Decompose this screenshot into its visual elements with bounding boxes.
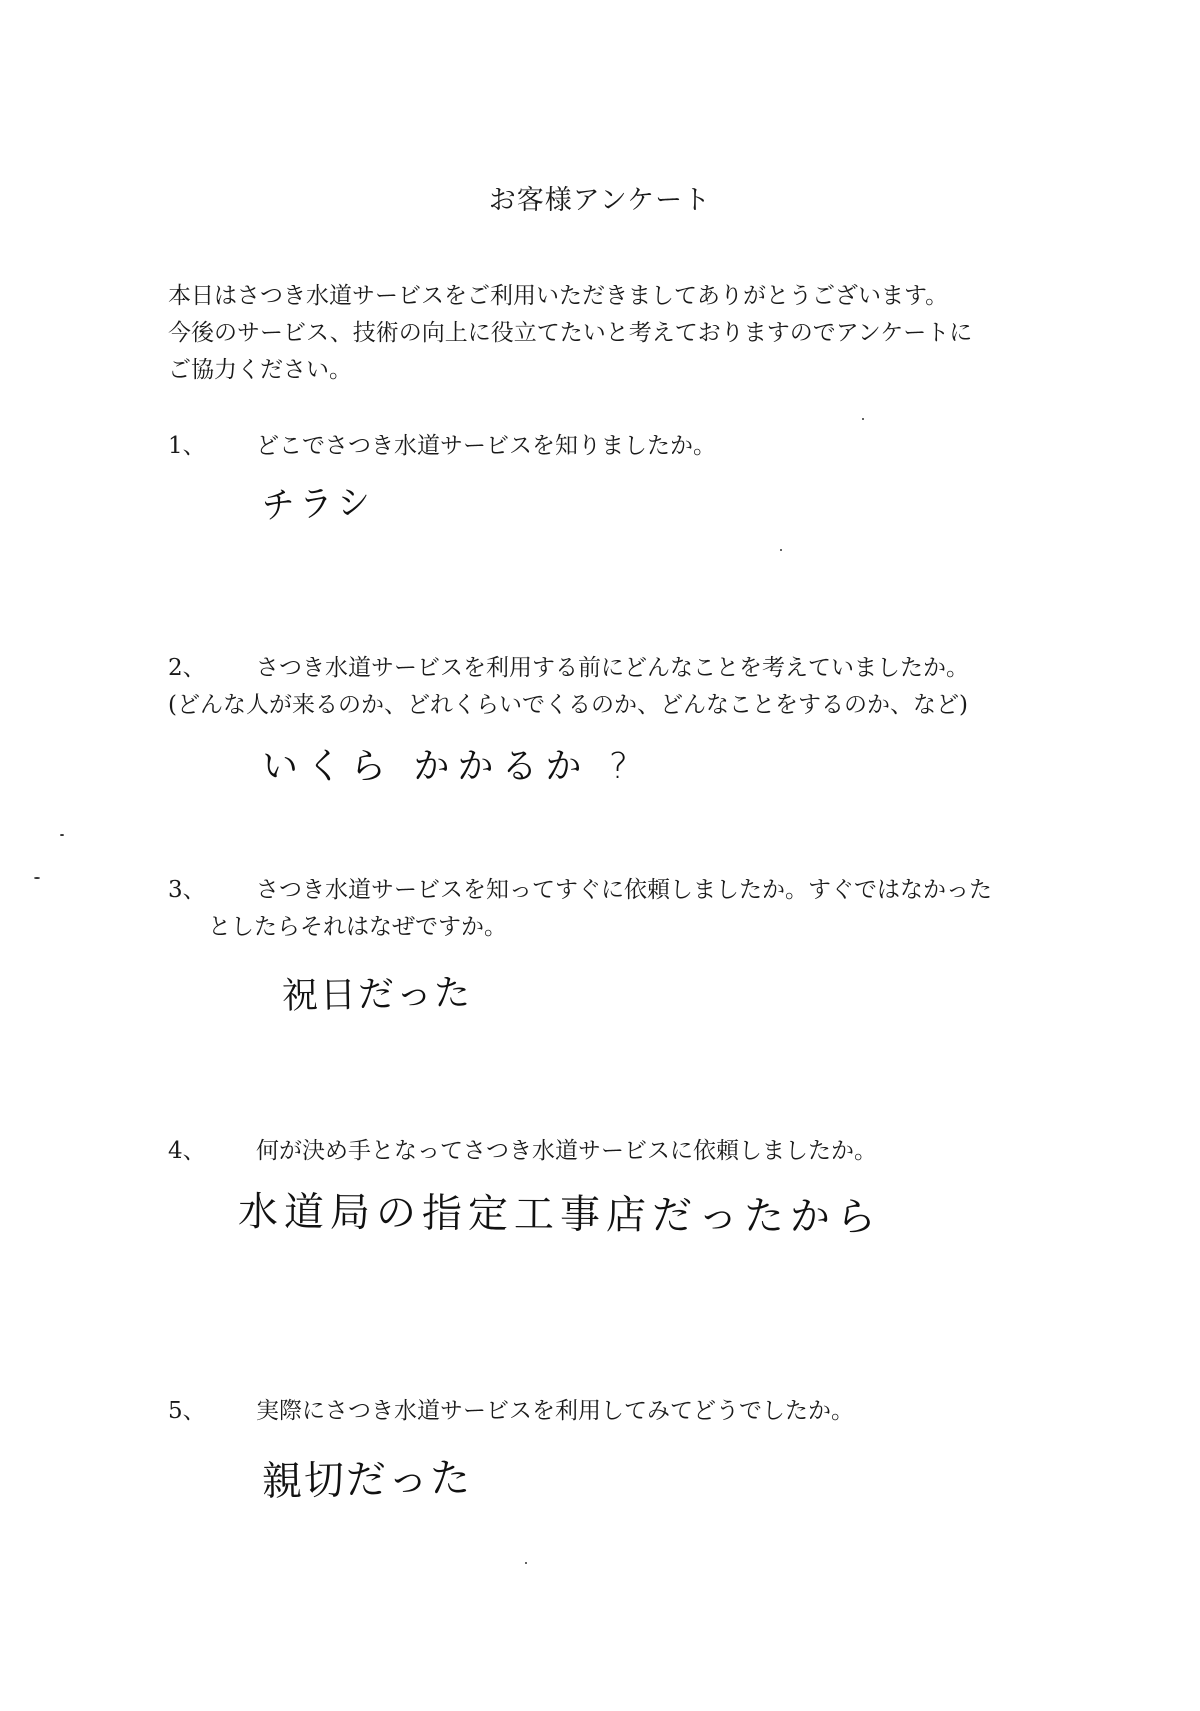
question-number: 1、	[168, 433, 206, 459]
scan-speck	[34, 877, 40, 879]
page-title: お客様アンケート	[488, 185, 712, 216]
handwritten-answer-4: 水道局の指定工事店だったから	[237, 1189, 883, 1241]
handwritten-answer-1: チラシ	[261, 482, 377, 527]
question-number: 4、	[168, 1138, 206, 1164]
question-text: さつき水道サービスを知ってすぐに依頼しましたか。すぐではなかった	[256, 877, 992, 903]
question-text: 実際にさつき水道サービスを利用してみてどうでしたか。	[256, 1398, 854, 1424]
question-number: 3、	[168, 877, 206, 903]
scan-speck	[60, 834, 64, 836]
question-subtext: (どんな人が来るのか、どれくらいでくるのか、どんなことをするのか、など)	[168, 692, 968, 718]
handwritten-answer-5: 親切だった	[261, 1455, 473, 1505]
intro-paragraph	[168, 278, 1068, 389]
intro-line: 本日はさつき水道サービスをご利用いただきましてありがとうございます。	[168, 283, 949, 309]
intro-line: 今後のサービス、技術の向上に役立てたいと考えておりますのでアンケートに	[168, 320, 973, 346]
question-text: 何が決め手となってさつき水道サービスに依頼しましたか。	[256, 1138, 877, 1164]
question-text: どこでさつき水道サービスを知りましたか。	[256, 433, 716, 459]
scan-speck	[862, 418, 864, 420]
scan-speck	[525, 1562, 527, 1564]
scan-speck	[780, 549, 782, 551]
handwritten-answer-3: 祝日だった	[281, 972, 473, 1017]
intro-line: ご協力ください。	[168, 357, 352, 383]
handwritten-answer-2: いくら かかるか ?	[262, 746, 636, 787]
question-number: 2、	[168, 655, 206, 681]
question-subtext: としたらそれはなぜですか。	[208, 914, 507, 940]
question-text: さつき水道サービスを利用する前にどんなことを考えていましたか。	[256, 655, 969, 681]
question-number: 5、	[168, 1398, 206, 1424]
